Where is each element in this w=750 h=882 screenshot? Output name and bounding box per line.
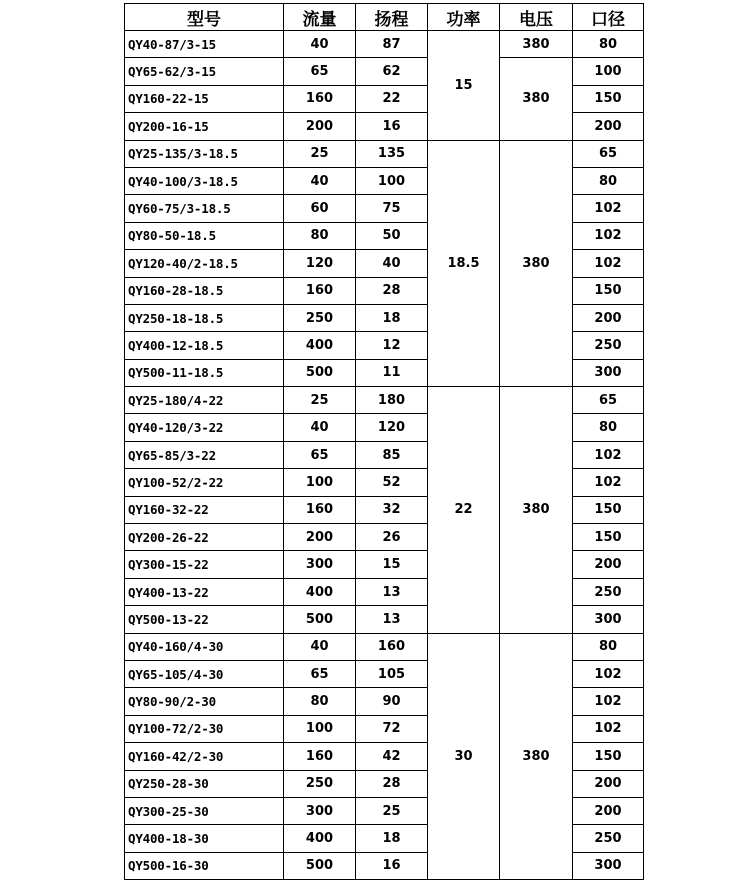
model-cell: QY500-13-22 — [125, 606, 284, 633]
flow-cell: 160 — [284, 85, 356, 112]
power-cell: 15 — [428, 31, 500, 141]
model-cell: QY160-22-15 — [125, 85, 284, 112]
model-cell: QY400-12-18.5 — [125, 332, 284, 359]
diameter-cell: 80 — [573, 414, 644, 441]
head-cell: 40 — [356, 250, 428, 277]
diameter-cell: 150 — [573, 85, 644, 112]
diameter-cell: 300 — [573, 852, 644, 879]
voltage-cell: 380 — [500, 387, 573, 634]
power-cell: 30 — [428, 633, 500, 880]
model-cell: QY120-40/2-18.5 — [125, 250, 284, 277]
table-row — [125, 31, 644, 58]
voltage-cell: 380 — [500, 31, 573, 58]
head-cell: 13 — [356, 606, 428, 633]
header-model: 型号 — [125, 4, 284, 31]
head-cell: 100 — [356, 167, 428, 194]
head-cell: 180 — [356, 387, 428, 414]
power-cell: 18.5 — [428, 140, 500, 387]
head-cell: 135 — [356, 140, 428, 167]
head-cell: 105 — [356, 660, 428, 687]
head-cell: 13 — [356, 578, 428, 605]
voltage-cell: 380 — [500, 633, 573, 880]
header-voltage: 电压 — [500, 4, 573, 31]
head-cell: 25 — [356, 797, 428, 824]
head-cell: 28 — [356, 770, 428, 797]
header-power: 功率 — [428, 4, 500, 31]
flow-cell: 500 — [284, 852, 356, 879]
head-cell: 18 — [356, 825, 428, 852]
header-head: 扬程 — [356, 4, 428, 31]
diameter-cell: 65 — [573, 387, 644, 414]
diameter-cell: 102 — [573, 715, 644, 742]
flow-cell: 65 — [284, 58, 356, 85]
diameter-cell: 250 — [573, 578, 644, 605]
flow-cell: 500 — [284, 359, 356, 386]
model-cell: QY500-16-30 — [125, 852, 284, 879]
flow-cell: 160 — [284, 496, 356, 523]
header-flow: 流量 — [284, 4, 356, 31]
head-cell: 85 — [356, 441, 428, 468]
flow-cell: 40 — [284, 414, 356, 441]
flow-cell: 400 — [284, 332, 356, 359]
model-cell: QY80-90/2-30 — [125, 688, 284, 715]
flow-cell: 65 — [284, 441, 356, 468]
head-cell: 75 — [356, 195, 428, 222]
flow-cell: 100 — [284, 715, 356, 742]
model-cell: QY160-32-22 — [125, 496, 284, 523]
model-cell: QY300-15-22 — [125, 551, 284, 578]
flow-cell: 400 — [284, 578, 356, 605]
head-cell: 52 — [356, 469, 428, 496]
head-cell: 28 — [356, 277, 428, 304]
head-cell: 16 — [356, 852, 428, 879]
model-cell: QY40-87/3-15 — [125, 31, 284, 58]
diameter-cell: 100 — [573, 58, 644, 85]
model-cell: QY65-85/3-22 — [125, 441, 284, 468]
power-cell: 22 — [428, 387, 500, 634]
diameter-cell: 200 — [573, 770, 644, 797]
diameter-cell: 150 — [573, 743, 644, 770]
head-cell: 87 — [356, 31, 428, 58]
flow-cell: 25 — [284, 140, 356, 167]
head-cell: 15 — [356, 551, 428, 578]
model-cell: QY250-18-18.5 — [125, 304, 284, 331]
flow-cell: 400 — [284, 825, 356, 852]
model-cell: QY25-135/3-18.5 — [125, 140, 284, 167]
diameter-cell: 102 — [573, 660, 644, 687]
model-cell: QY500-11-18.5 — [125, 359, 284, 386]
flow-cell: 160 — [284, 743, 356, 770]
diameter-cell: 150 — [573, 277, 644, 304]
diameter-cell: 250 — [573, 825, 644, 852]
flow-cell: 40 — [284, 167, 356, 194]
head-cell: 72 — [356, 715, 428, 742]
header-row — [125, 4, 644, 31]
flow-cell: 160 — [284, 277, 356, 304]
flow-cell: 65 — [284, 660, 356, 687]
table-row — [125, 58, 644, 85]
flow-cell: 80 — [284, 688, 356, 715]
flow-cell: 25 — [284, 387, 356, 414]
head-cell: 62 — [356, 58, 428, 85]
diameter-cell: 200 — [573, 304, 644, 331]
head-cell: 22 — [356, 85, 428, 112]
header-diameter: 口径 — [573, 4, 644, 31]
diameter-cell: 102 — [573, 250, 644, 277]
model-cell: QY160-28-18.5 — [125, 277, 284, 304]
flow-cell: 300 — [284, 797, 356, 824]
diameter-cell: 80 — [573, 31, 644, 58]
model-cell: QY160-42/2-30 — [125, 743, 284, 770]
diameter-cell: 80 — [573, 167, 644, 194]
flow-cell: 40 — [284, 633, 356, 660]
diameter-cell: 200 — [573, 113, 644, 140]
head-cell: 50 — [356, 222, 428, 249]
flow-cell: 120 — [284, 250, 356, 277]
head-cell: 18 — [356, 304, 428, 331]
voltage-cell: 380 — [500, 58, 573, 140]
diameter-cell: 250 — [573, 332, 644, 359]
flow-cell: 200 — [284, 113, 356, 140]
flow-cell: 500 — [284, 606, 356, 633]
diameter-cell: 102 — [573, 222, 644, 249]
flow-cell: 300 — [284, 551, 356, 578]
flow-cell: 60 — [284, 195, 356, 222]
model-cell: QY40-160/4-30 — [125, 633, 284, 660]
table-row — [125, 633, 644, 660]
head-cell: 42 — [356, 743, 428, 770]
model-cell: QY25-180/4-22 — [125, 387, 284, 414]
table-row — [125, 387, 644, 414]
pump-spec-table — [124, 3, 644, 880]
diameter-cell: 200 — [573, 797, 644, 824]
model-cell: QY200-26-22 — [125, 524, 284, 551]
head-cell: 160 — [356, 633, 428, 660]
head-cell: 90 — [356, 688, 428, 715]
flow-cell: 250 — [284, 304, 356, 331]
head-cell: 16 — [356, 113, 428, 140]
diameter-cell: 150 — [573, 524, 644, 551]
model-cell: QY65-62/3-15 — [125, 58, 284, 85]
diameter-cell: 300 — [573, 606, 644, 633]
table-row — [125, 140, 644, 167]
diameter-cell: 150 — [573, 496, 644, 523]
model-cell: QY100-52/2-22 — [125, 469, 284, 496]
flow-cell: 80 — [284, 222, 356, 249]
model-cell: QY60-75/3-18.5 — [125, 195, 284, 222]
table-body — [125, 31, 644, 880]
flow-cell: 100 — [284, 469, 356, 496]
diameter-cell: 102 — [573, 469, 644, 496]
model-cell: QY250-28-30 — [125, 770, 284, 797]
model-cell: QY65-105/4-30 — [125, 660, 284, 687]
voltage-cell: 380 — [500, 140, 573, 387]
head-cell: 120 — [356, 414, 428, 441]
diameter-cell: 300 — [573, 359, 644, 386]
diameter-cell: 102 — [573, 195, 644, 222]
model-cell: QY400-13-22 — [125, 578, 284, 605]
diameter-cell: 80 — [573, 633, 644, 660]
head-cell: 26 — [356, 524, 428, 551]
model-cell: QY40-120/3-22 — [125, 414, 284, 441]
model-cell: QY400-18-30 — [125, 825, 284, 852]
diameter-cell: 65 — [573, 140, 644, 167]
flow-cell: 40 — [284, 31, 356, 58]
diameter-cell: 102 — [573, 688, 644, 715]
model-cell: QY80-50-18.5 — [125, 222, 284, 249]
flow-cell: 250 — [284, 770, 356, 797]
head-cell: 12 — [356, 332, 428, 359]
flow-cell: 200 — [284, 524, 356, 551]
head-cell: 11 — [356, 359, 428, 386]
model-cell: QY40-100/3-18.5 — [125, 167, 284, 194]
model-cell: QY200-16-15 — [125, 113, 284, 140]
model-cell: QY300-25-30 — [125, 797, 284, 824]
model-cell: QY100-72/2-30 — [125, 715, 284, 742]
diameter-cell: 200 — [573, 551, 644, 578]
diameter-cell: 102 — [573, 441, 644, 468]
head-cell: 32 — [356, 496, 428, 523]
